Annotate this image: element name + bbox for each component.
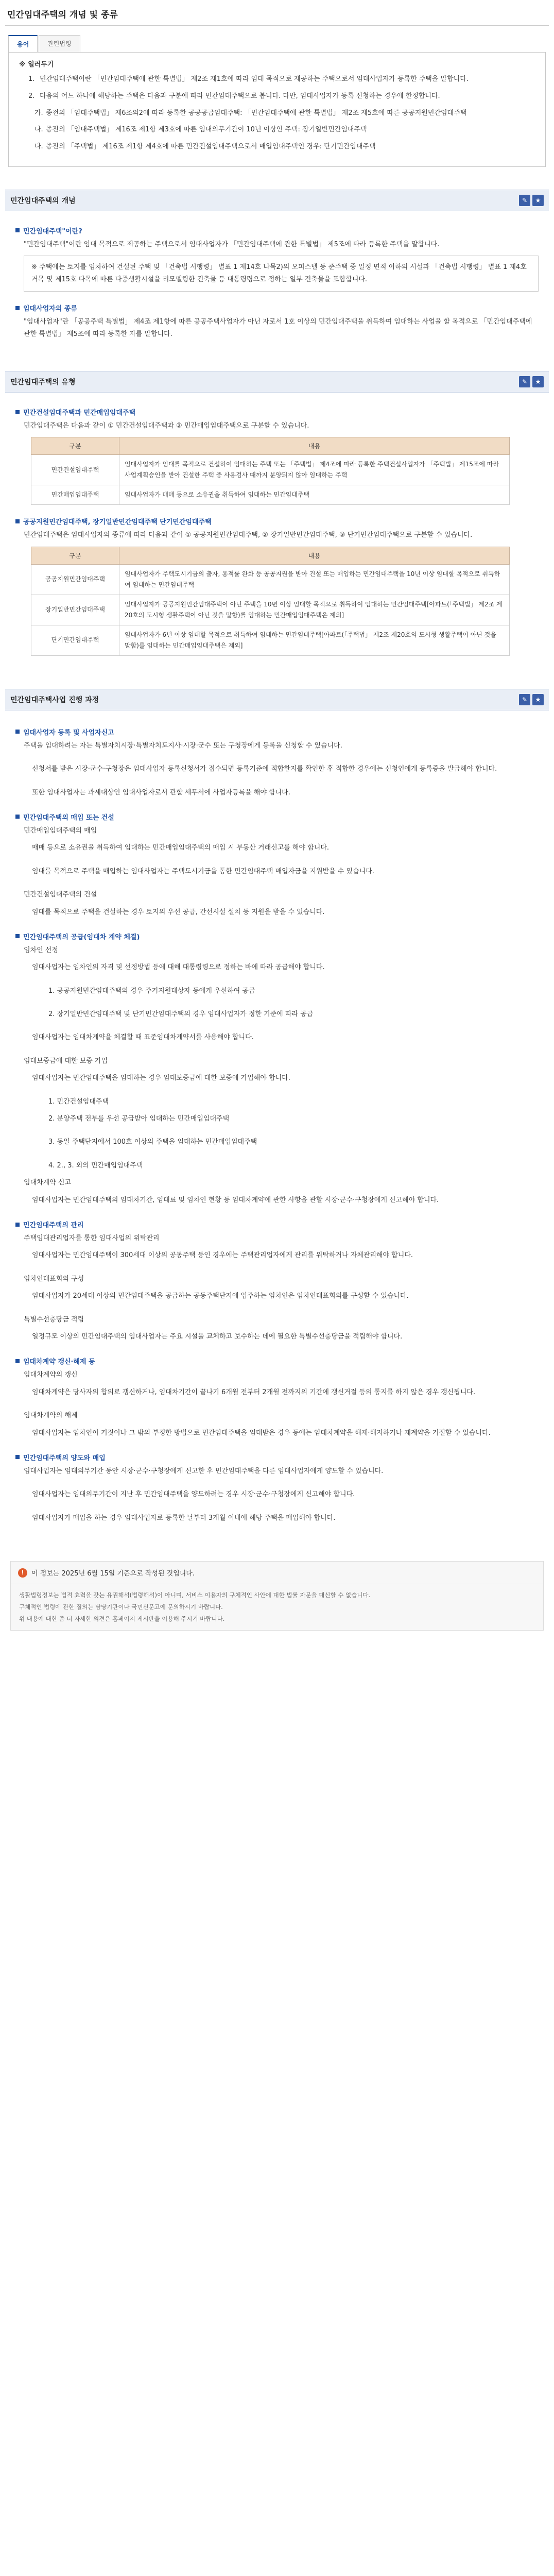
alert-icon: ! xyxy=(18,1568,27,1578)
table-row: 민간건설임대주택 임대사업자가 임대를 목적으로 건설하여 임대하는 주택 또는 「주택법」 제4조에 따라 등록한 주택건설사업자가 「주택법」 제15조에 따라 사업계획승인을 받아 건설한 주택 중 사용검사 때까지 분양되지 않아 임대하는 주택 xyxy=(31,455,510,485)
footer-note: 위 내용에 대한 좀 더 자세한 의견은 홈페이지 게시판을 이용해 주시기 바랍니다. xyxy=(19,1615,225,1623)
footer-notice-box xyxy=(10,1561,544,1631)
paragraph: 임대를 목적으로 주택을 건설하는 경우 토지의 우선 공급, 간선시설 설치 등 지원을 받을 수 있습니다. xyxy=(32,908,325,916)
subsection-title: 임대사업자의 종류 xyxy=(15,303,539,313)
table-row: 장기일반민간임대주택 임대사업자가 공공지원민간임대주택이 아닌 주택을 10년 이상 임대할 목적으로 취득하여 임대하는 민간임대주택[아파트(「주택법」 제2조 제20호의 도시형 생활주택이 아닌 것을 말함)를 임대하는 민간매입임대주택은 제외] xyxy=(31,595,510,625)
paragraph: 특별수선충당금 적립 xyxy=(24,1315,84,1324)
section-header xyxy=(5,689,549,710)
footer-note: 생활법령정보는 법적 효력을 갖는 유권해석(법령해석)이 아니며, 서비스 이용자의 구체적인 사안에 대한 법률 자문을 대신할 수 없습니다. xyxy=(19,1591,371,1599)
tab-bar xyxy=(8,35,549,52)
process-body xyxy=(5,710,549,1540)
paragraph: 임차인대표회의 구성 xyxy=(24,1275,84,1283)
paragraph: 신청서를 받은 시장·군수·구청장은 임대사업자 등록신청서가 접수되면 등록기준에 적합한지를 확인한 후 적합한 경우에는 신청인에게 등록증을 발급해야 합니다. xyxy=(32,765,497,773)
table-header: 내용 xyxy=(119,547,510,564)
paragraph: 임대사업자는 임차인이 거짓이나 그 밖의 부정한 방법으로 민간임대주택을 임대받은 경우 등에는 임대차계약을 해제·해지하거나 재계약을 거절할 수 있습니다. xyxy=(32,1429,491,1437)
section-title: 민간임대주택의 개념 xyxy=(10,196,76,205)
paragraph: 임대사업자가 매입을 하는 경우 임대사업자로 등록한 날부터 3개월 이내에 해당 주택을 매입해야 합니다. xyxy=(32,1514,336,1522)
paragraph: 1. 민간건설임대주택 xyxy=(48,1097,109,1106)
notes-heading: ※ 일러두기 xyxy=(19,61,54,69)
paragraph: 임대사업자는 민간임대주택의 임대차기간, 임대료 및 임차인 현황 등 임대차계약에 관한 사항을 관할 시장·군수·구청장에게 신고해야 합니다. xyxy=(32,1196,439,1204)
paragraph: 2. 분양주택 전부를 우선 공급받아 임대하는 민간매입임대주택 xyxy=(48,1115,230,1123)
paragraph: 4. 2., 3. 외의 민간매입임대주택 xyxy=(48,1161,143,1170)
table-header: 구분 xyxy=(31,437,119,455)
paragraph: 임대차계약의 갱신 xyxy=(24,1371,78,1379)
page-title: 민간임대주택의 개념 및 종류 xyxy=(5,0,549,26)
paragraph: 임대차계약 신고 xyxy=(24,1179,72,1187)
table-header: 구분 xyxy=(31,547,119,564)
definition-item: 다. 종전의 「주택법」 제16조 제1항 제4호에 따른 민간건설임대주택으로서 매입임대주택인 경우: 단기민간임대주택 xyxy=(34,141,535,153)
paragraph: 1. 공공지원민간임대주택의 경우 주거지원대상자 등에게 우선하여 공급 xyxy=(48,987,255,995)
share-icon[interactable]: ✎ xyxy=(519,694,530,705)
paragraph: 임대사업자는 민간임대주택이 300세대 이상의 공동주택 등인 경우에는 주택관리업자에게 관리를 위탁하거나 자체관리해야 합니다. xyxy=(32,1251,413,1260)
paragraph: 임대사업자가 20세대 이상의 민간임대주택을 공급하는 공동주택단지에 입주하는 임차인은 임차인대표회의를 구성할 수 있습니다. xyxy=(32,1292,409,1300)
paragraph: 임대보증금에 대한 보증 가입 xyxy=(24,1057,108,1065)
definition-item: 나. 종전의 「임대주택법」 제16조 제1항 제3호에 따른 임대의무기간이 10년 이상인 주택: 장기일반민간임대주택 xyxy=(34,124,535,136)
share-icon[interactable]: ✎ xyxy=(519,195,530,206)
paragraph: 주택임대관리업자를 통한 임대사업의 위탁관리 xyxy=(24,1234,160,1242)
definition-text: 민간임대주택이란 「민간임대주택에 관한 특별법」 제2조 제1호에 따라 임대 목적으로 제공하는 주택으로서 임대사업자가 등록한 주택을 말합니다. xyxy=(40,75,469,83)
tab-related-laws[interactable]: 관련법령 xyxy=(39,35,80,52)
section-header xyxy=(5,190,549,211)
bookmark-icon[interactable]: ★ xyxy=(532,694,544,705)
bookmark-icon[interactable]: ★ xyxy=(532,195,544,206)
paragraph: 민간매입임대주택의 매입 xyxy=(24,826,97,835)
tab-terms[interactable]: 용어 xyxy=(8,35,38,52)
types-table-1 xyxy=(31,437,510,505)
definition-item: 1. 민간임대주택이란 「민간임대주택에 관한 특별법」 제2조 제1호에 따라 임대 목적으로 제공하는 주택으로서 임대사업자가 등록한 주택을 말합니다. xyxy=(28,74,535,86)
terms-panel xyxy=(8,52,546,167)
footer-notice: 이 정보는 2025년 6월 15일 기준으로 작성된 것입니다. xyxy=(31,1570,195,1578)
paragraph: 임대차계약의 해제 xyxy=(24,1412,78,1420)
section-types xyxy=(5,371,549,666)
table-row: 민간매입임대주택 임대사업자가 매매 등으로 소유권을 취득하여 임대하는 민간임대주택 xyxy=(31,485,510,505)
paragraph: "임대사업자"란 「공공주택 특별법」 제4조 제1항에 따른 공공주택사업자가 아닌 자로서 1호 이상의 민간임대주택을 취득하여 임대하는 사업을 할 목적으로 「민간임대주택에 관한 특별법」 제5조에 따라 등록한 자를 말합니다. xyxy=(24,318,532,338)
paragraph: 매매 등으로 소유권을 취득하여 임대하는 민간매입임대주택의 매입 시 부동산 거래신고를 해야 합니다. xyxy=(32,844,330,852)
subsection-title: 공공지원민간임대주택, 장기일반민간임대주택 단기민간임대주택 xyxy=(15,516,539,526)
subsection-title: 민간임대주택의 양도와 매입 xyxy=(15,1452,539,1462)
subsection-title: 민간임대주택의 매입 또는 건설 xyxy=(15,812,539,822)
section-title: 민간임대주택의 유형 xyxy=(10,378,76,387)
subsection-title: 민간임대주택의 공급(임대차 계약 체결) xyxy=(15,931,539,941)
section-title: 민간임대주택사업 진행 과정 xyxy=(10,696,99,704)
section-concept xyxy=(5,190,549,348)
definition-text: 종전의 「임대주택법」 제6조의2에 따라 등록한 공공공급임대주택: 「민간임대주택에 관한 특별법」 제2조 제5호에 따른 공공지원민간임대주택 xyxy=(46,109,467,117)
section-process xyxy=(5,689,549,1540)
bookmark-icon[interactable]: ★ xyxy=(532,376,544,387)
paragraph: 일정규모 이상의 민간임대주택의 임대사업자는 주요 시설을 교체하고 보수하는 데에 필요한 특별수선충당금을 적립해야 합니다. xyxy=(32,1332,403,1341)
table-header: 내용 xyxy=(119,437,510,455)
table-row: 공공지원민간임대주택 임대사업자가 주택도시기금의 출자, 용적률 완화 등 공공지원을 받아 건설 또는 매입하는 민간임대주택을 10년 이상 임대할 목적으로 취득하여 임대하는 민간임대주택 xyxy=(31,564,510,595)
paragraph: 주택을 임대하려는 자는 특별자치시장·특별자치도지사·시장·군수 또는 구청장에게 등록을 신청할 수 있습니다. xyxy=(24,741,342,750)
share-icon[interactable]: ✎ xyxy=(519,376,530,387)
paragraph: 3. 동일 주택단지에서 100호 이상의 주택을 임대하는 민간매입임대주택 xyxy=(48,1138,257,1146)
paragraph: 임대사업자는 임대의무기간 동안 시장·군수·구청장에게 신고한 후 민간임대주택을 다른 임대사업자에게 양도할 수 있습니다. xyxy=(24,1467,384,1475)
definition-item: 가. 종전의 「임대주택법」 제6조의2에 따라 등록한 공공공급임대주택: 「민간임대주택에 관한 특별법」 제2조 제5호에 따른 공공지원민간임대주택 xyxy=(34,108,535,120)
definition-text: 종전의 「임대주택법」 제16조 제1항 제3호에 따른 임대의무기간이 10년 이상인 주택: 장기일반민간임대주택 xyxy=(46,126,367,134)
paragraph: 2. 장기일반민간임대주택 및 단기민간임대주택의 경우 임대사업자가 정한 기준에 따라 공급 xyxy=(48,1010,314,1019)
paragraph: 임대사업자는 임대의무기간이 지난 후 민간임대주택을 양도하려는 경우 시장·군수·구청장에게 신고해야 합니다. xyxy=(32,1490,355,1499)
subsection-title: 임대사업자 등록 및 사업자신고 xyxy=(15,727,539,737)
paragraph: 임대사업자는 임차인의 자격 및 선정방법 등에 대해 대통령령으로 정하는 바에 따라 공급해야 합니다. xyxy=(32,963,325,972)
definition-text: 다음의 어느 하나에 해당하는 주택은 다음과 구분에 따라 민간임대주택으로 봅니다. 다만, 임대사업자가 등록 신청하는 경우에 한정합니다. xyxy=(40,92,440,100)
subsection-title: 임대차계약 갱신·해제 등 xyxy=(15,1356,539,1366)
paragraph: 임대사업자는 임대차계약을 체결할 때 표준임대차계약서를 사용해야 합니다. xyxy=(32,1033,254,1042)
subsection-title: 민간건설임대주택과 민간매입임대주택 xyxy=(15,407,539,417)
paragraph: 임대차계약은 당사자의 합의로 갱신하거나, 임대차기간이 끝나기 6개월 전부터 2개월 전까지의 기간에 갱신거절 등의 통지를 하지 않은 경우 갱신됩니다. xyxy=(32,1388,476,1396)
paragraph: 임차인 선정 xyxy=(24,946,58,954)
paragraph: 임대를 목적으로 주택을 매입하는 임대사업자는 주택도시기금을 통한 민간임대주택 매입자금을 지원받을 수 있습니다. xyxy=(32,867,374,875)
subsection-title: 민간임대주택"이란? xyxy=(15,226,539,235)
types-table-2 xyxy=(31,547,510,656)
subsection-title: 민간임대주택의 관리 xyxy=(15,1219,539,1229)
paragraph: "민간임대주택"이란 임대 목적으로 제공하는 주택으로서 임대사업자가 「민간임대주택에 관한 특별법」 제5조에 따라 등록한 주택을 말합니다. xyxy=(24,240,440,248)
definition-item: 2. 다음의 어느 하나에 해당하는 주택은 다음과 구분에 따라 민간임대주택으로 봅니다. 다만, 임대사업자가 등록 신청하는 경우에 한정합니다. xyxy=(28,91,535,103)
section-header xyxy=(5,371,549,393)
definition-text: 종전의 「주택법」 제16조 제1항 제4호에 따른 민간건설임대주택으로서 매입임대주택인 경우: 단기민간임대주택 xyxy=(46,143,376,150)
paragraph: 민간건설임대주택의 건설 xyxy=(24,891,97,899)
table-row: 단기민간임대주택 임대사업자가 6년 이상 임대할 목적으로 취득하여 임대하는 민간임대주택[아파트(「주택법」 제2조 제20호의 도시형 생활주택이 아닌 것을 말함)를 임대하는 민간매입임대주택은 제외] xyxy=(31,625,510,655)
paragraph: 임대사업자는 민간임대주택을 임대하는 경우 임대보증금에 대한 보증에 가입해야 합니다. xyxy=(32,1074,290,1082)
footer-note: 구체적인 법령에 관한 질의는 담당기관이나 국민신문고에 문의하시기 바랍니다. xyxy=(19,1603,223,1611)
paragraph: 민간임대주택은 다음과 같이 ① 민간건설임대주택과 ② 민간매입임대주택으로 구분할 수 있습니다. xyxy=(24,422,309,430)
paragraph: 민간임대주택은 임대사업자의 종류에 따라 다음과 같이 ① 공공지원민간임대주택, ② 장기일반민간임대주택, ③ 단기민간임대주택으로 구분할 수 있습니다. xyxy=(24,531,473,539)
note-box: ※ 주택에는 토지를 임차하여 건설된 주택 및 「건축법 시행령」 별표 1 제14호 나목2)의 오피스텔 등 준주택 중 일정 면적 이하의 시설과 「건축법 시행령」 별표 1 제4호거목 및 제15호 다목에 따른 다중생활시설을 리모델링한 건축물 등 대통령령으로 정하는 일부 건축물을 포함합니다. xyxy=(24,256,539,292)
paragraph: 또한 임대사업자는 과세대상인 임대사업자로서 관할 세무서에 사업자등록을 해야 합니다. xyxy=(32,788,290,796)
